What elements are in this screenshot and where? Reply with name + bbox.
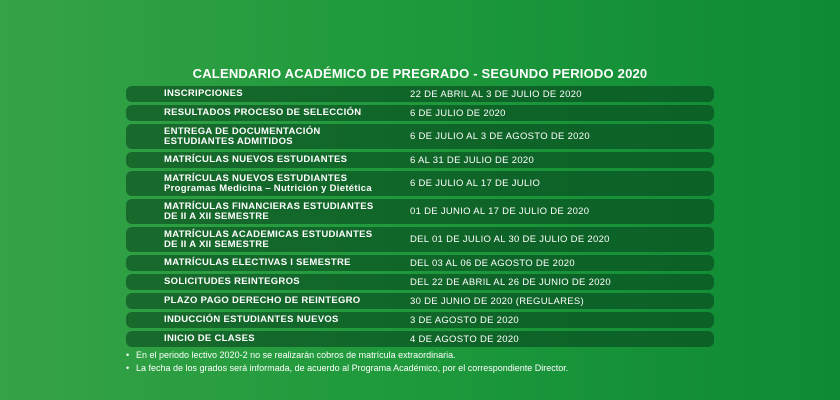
row-label-text: MATRÍCULAS ELECTIVAS I SEMESTRE [164, 257, 351, 268]
row-label [126, 127, 408, 147]
table-row [126, 199, 714, 224]
table-row [126, 331, 714, 347]
row-value: 01 DE JUNIO AL 17 DE JULIO DE 2020 [410, 206, 590, 217]
footnote-item [126, 349, 568, 362]
row-label [126, 315, 408, 325]
row-value: DEL 22 DE ABRIL AL 26 DE JUNIO DE 2020 [410, 276, 611, 288]
row-label-text: MATRÍCULAS NUEVOS ESTUDIANTES [164, 172, 348, 184]
page-title: CALENDARIO ACADÉMICO DE PREGRADO - SEGUNDO PERIODO 2020 [192, 66, 648, 81]
table-row [126, 227, 714, 252]
row-value: 4 DE AGOSTO DE 2020 [410, 333, 520, 345]
table-row [126, 255, 714, 271]
footnote-text: En el periodo lectivo 2020-2 no se realizarán cobros de matrícula extraordinaria. [136, 350, 456, 360]
row-label [126, 155, 408, 165]
row-sublabel-text: DE II A XII SEMESTRE [164, 210, 270, 222]
row-value: DEL 01 DE JULIO AL 30 DE JULIO DE 2020 [410, 234, 610, 245]
bullet-icon: • [126, 363, 130, 373]
row-label [126, 258, 408, 268]
footnote-item [126, 362, 568, 375]
row-value: 22 DE ABRIL AL 3 DE JULIO DE 2020 [410, 88, 582, 100]
table-row [126, 274, 714, 290]
row-sublabel-text: ESTUDIANTES ADMITIDOS [164, 135, 293, 147]
row-value: 3 DE AGOSTO DE 2020 [410, 314, 520, 326]
row-label-text: INICIO DE CLASES [164, 333, 255, 344]
row-label-text: RESULTADOS PROCESO DE SELECCIÓN [164, 107, 362, 118]
row-label-text: MATRÍCULAS FINANCIERAS ESTUDIANTES [164, 200, 374, 212]
footnotes [126, 349, 568, 375]
bullet-icon: • [126, 350, 130, 360]
calendar-table [126, 86, 714, 350]
row-value: DEL 03 AL 06 DE AGOSTO DE 2020 [410, 257, 575, 269]
row-sublabel-text: Programas Medicina – Nutrición y Dietética [164, 182, 372, 194]
row-value: 6 AL 31 DE JULIO DE 2020 [410, 154, 535, 166]
row-label [126, 202, 408, 222]
table-row [126, 105, 714, 121]
row-value: 30 DE JUNIO DE 2020 (REGULARES) [410, 295, 585, 307]
table-row [126, 171, 714, 196]
row-label [126, 108, 408, 118]
row-label [126, 230, 408, 250]
row-value: 6 DE JULIO DE 2020 [410, 107, 506, 119]
row-label-text: PLAZO PAGO DERECHO DE REINTEGRO [164, 295, 361, 306]
row-value: 6 DE JULIO AL 3 DE AGOSTO DE 2020 [410, 131, 590, 142]
row-label-text: INDUCCIÓN ESTUDIANTES NUEVOS [164, 314, 339, 325]
footnote-text: La fecha de los grados será informada, de acuerdo al Programa Académico, por el correspondiente Director. [136, 363, 569, 373]
table-row [126, 86, 714, 102]
row-value: 6 DE JULIO AL 17 DE JULIO [410, 178, 541, 189]
table-row [126, 152, 714, 168]
row-label-text: SOLICITUDES REINTEGROS [164, 276, 300, 287]
row-label [126, 277, 408, 287]
row-label [126, 174, 408, 194]
row-label [126, 296, 408, 306]
row-label-text: ENTREGA DE DOCUMENTACIÓN [164, 125, 321, 137]
row-label [126, 89, 408, 99]
table-row [126, 293, 714, 309]
row-label-text: MATRÍCULAS ACADEMICAS ESTUDIANTES [164, 228, 373, 240]
table-row [126, 312, 714, 328]
row-label-text: INSCRIPCIONES [164, 88, 243, 99]
row-sublabel-text: DE II A XII SEMESTRE [164, 238, 270, 250]
row-label-text: MATRÍCULAS NUEVOS ESTUDIANTES [164, 154, 348, 165]
row-label [126, 334, 408, 344]
table-row [126, 124, 714, 149]
